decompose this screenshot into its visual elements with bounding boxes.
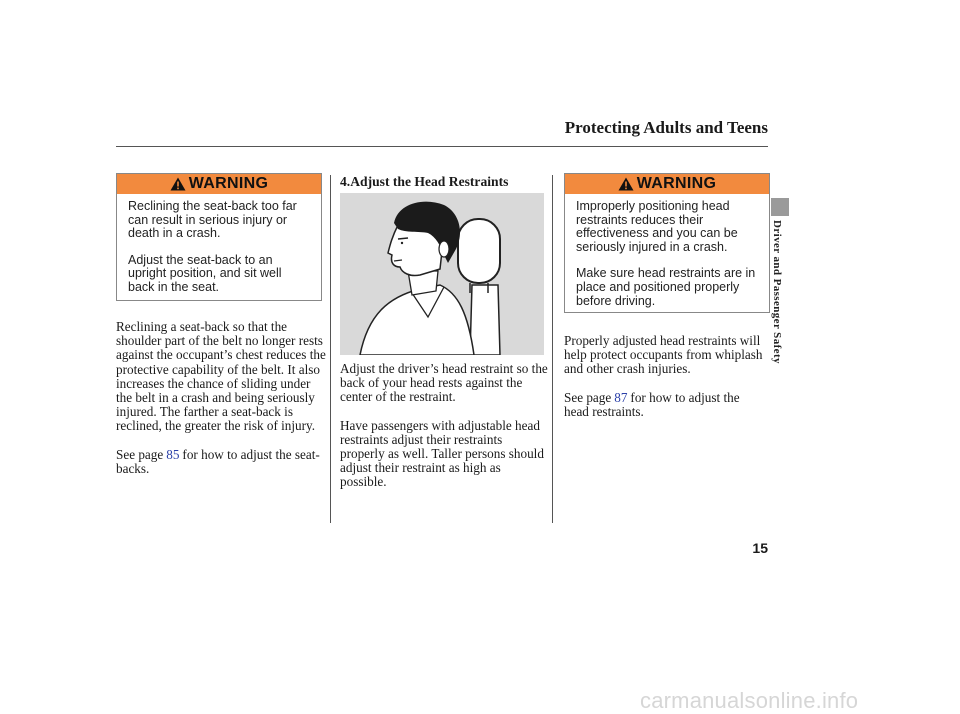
warning-text: Improperly positioning head restraints reduces their effectiveness and you can be seriously injured in a crash. <box>576 199 738 254</box>
section-tab-text: Driver and Passenger Safety <box>771 220 783 364</box>
warning-header <box>565 174 769 194</box>
body-paragraph: Properly adjusted head restraints will help protect occupants from whiplash and other crash injuries. <box>564 333 763 377</box>
page-link-87[interactable]: 87 <box>614 389 628 405</box>
warning-label: WARNING <box>188 175 269 192</box>
column-divider-right <box>552 175 553 523</box>
right-body <box>564 334 764 433</box>
warning-triangle-icon <box>170 177 186 191</box>
middle-body <box>340 362 550 504</box>
page-link-85[interactable]: 85 <box>166 446 180 462</box>
header-rule <box>116 146 768 147</box>
warning-box-head-restraint <box>564 173 770 313</box>
see-page-suffix: for how to adjust the head restraints. <box>564 389 740 419</box>
column-divider-left <box>330 175 331 523</box>
body-paragraph: Reclining a seat-back so that the shoulder part of the belt no longer rests against the occupant’s chest reduces the protective capability of the belt. It also increases the chance of sliding under the belt in a crash and being seriously injured. The farther a seat-back is reclined, the greater the risk of injury. <box>116 319 326 434</box>
see-page-paragraph <box>116 448 326 476</box>
body-paragraph: Have passengers with adjustable head restraints adjust their restraints properly as well. Taller persons should adjust their restraint as high as possible. <box>340 417 544 490</box>
warning-box-seat-back <box>116 173 322 301</box>
left-body <box>116 320 326 490</box>
warning-text: Make sure head restraints are in place and positioned properly before driving. <box>576 266 756 308</box>
body-paragraph: Adjust the driver’s head restraint so the back of your head rests against the center of the restraint. <box>340 361 548 405</box>
see-page-suffix: for how to adjust the seat-backs. <box>116 446 320 476</box>
section-heading: 4.Adjust the Head Restraints <box>340 174 509 189</box>
see-page-prefix: See page <box>116 446 164 462</box>
warning-text: Adjust the seat-back to an upright position, and sit well back in the seat. <box>128 252 282 294</box>
warning-text: Reclining the seat-back too far can result in serious injury or death in a crash. <box>128 199 297 241</box>
warning-triangle-icon <box>618 177 634 191</box>
head-restraint-illustration <box>340 193 544 355</box>
warning-label: WARNING <box>636 175 717 192</box>
page-number: 15 <box>752 540 768 556</box>
page-title: Protecting Adults and Teens <box>564 118 768 137</box>
see-page-prefix: See page <box>564 389 612 405</box>
see-page-paragraph <box>564 391 764 419</box>
watermark: carmanualsonline.info <box>640 688 859 713</box>
warning-header <box>117 174 321 194</box>
section-tab-label <box>771 220 789 370</box>
section-tab-marker <box>771 198 789 216</box>
